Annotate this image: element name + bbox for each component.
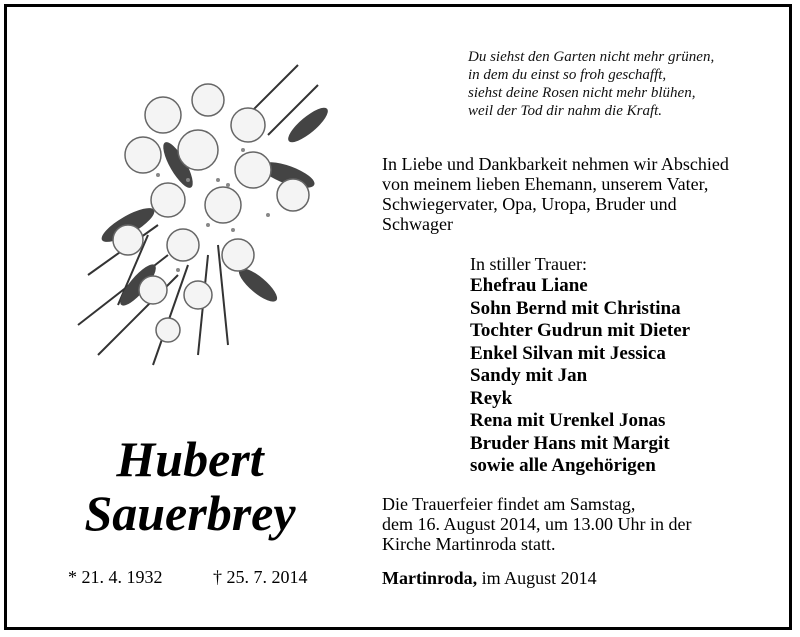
mourner: Sohn Bernd mit Christina xyxy=(470,297,681,319)
mourner: Rena mit Urenkel Jonas xyxy=(470,410,666,431)
mourner: Ehefrau Liane xyxy=(470,275,588,296)
place-name: Martinroda, xyxy=(382,568,478,588)
ceremony-line: Kirche Martinroda statt. xyxy=(382,534,556,554)
mourner: Tochter Gudrun mit Dieter xyxy=(470,320,691,341)
intro-text xyxy=(382,154,729,234)
poem-line: Du siehst den Garten nicht mehr grünen, xyxy=(468,49,715,65)
death-date: † 25. 7. 2014 xyxy=(213,567,308,587)
ceremony-info xyxy=(382,494,691,554)
ceremony-line: dem 16. August 2014, um 13.00 Uhr in der xyxy=(382,514,692,534)
mourner: Sandy mit Jan xyxy=(470,365,588,386)
intro-line: In Liebe und Dankbarkeit nehmen wir Abschied xyxy=(382,154,729,174)
poem xyxy=(468,48,714,120)
mourner: Bruder Hans mit Margit xyxy=(470,432,670,454)
poem-line: weil der Tod dir nahm die Kraft. xyxy=(468,103,663,119)
ceremony-line: Die Trauerfeier findet am Samstag, xyxy=(382,494,636,514)
deceased-first-name: Hubert xyxy=(116,431,264,487)
mourner: sowie alle Angehörigen xyxy=(470,455,656,476)
deceased-name xyxy=(60,432,320,540)
place-date xyxy=(382,568,597,589)
deceased-last-name: Sauerbrey xyxy=(84,485,296,541)
intro-line: Schwiegervater, Opa, Uropa, Bruder und xyxy=(382,194,677,214)
mourner: Reyk xyxy=(470,387,513,409)
poem-line: in dem du einst so froh geschafft, xyxy=(468,67,667,83)
intro-line: von meinem lieben Ehemann, unserem Vater, xyxy=(382,174,709,194)
rose-bouquet-image xyxy=(58,55,343,385)
place-date-text: im August 2014 xyxy=(477,568,597,588)
birth-date: * 21. 4. 1932 xyxy=(68,567,163,587)
mourners-list xyxy=(470,275,690,478)
mourning-heading: In stiller Trauer: xyxy=(470,254,587,274)
poem-line: siehst deine Rosen nicht mehr blühen, xyxy=(468,85,696,101)
intro-line: Schwager xyxy=(382,214,453,234)
mourner: Enkel Silvan mit Jessica xyxy=(470,342,666,364)
